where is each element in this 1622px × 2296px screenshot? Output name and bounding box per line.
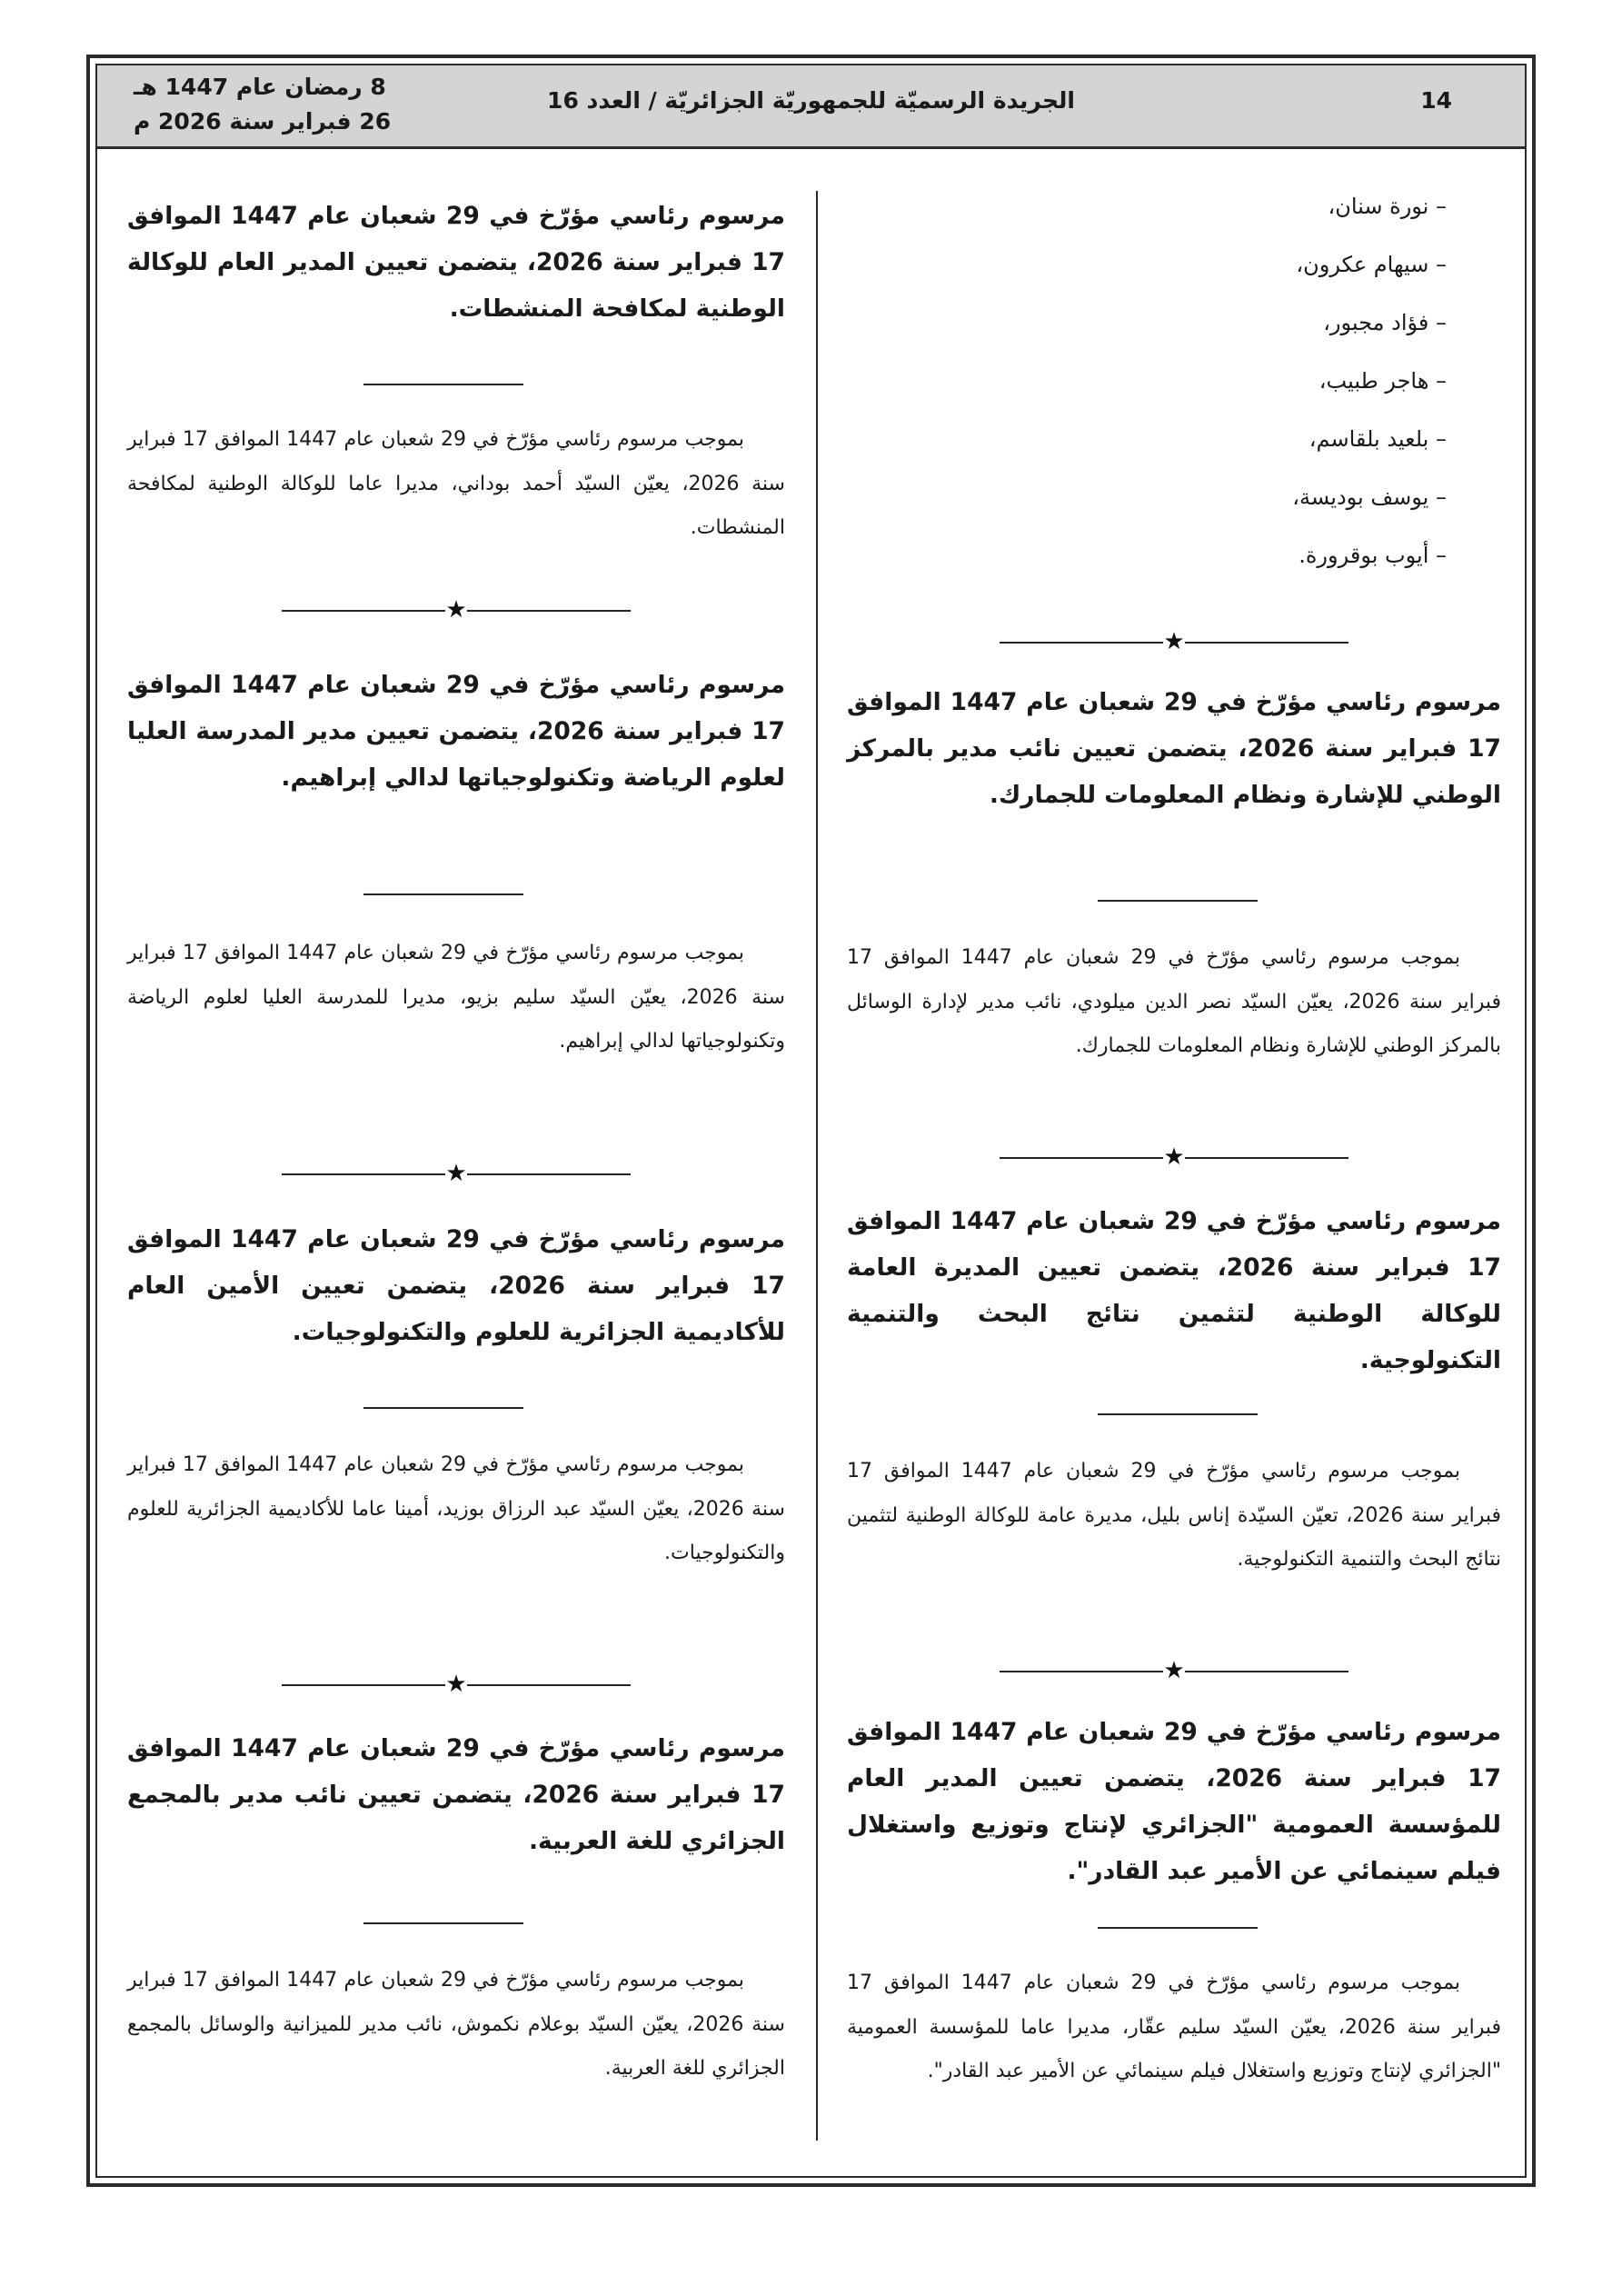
decree-title: مرسوم رئاسي مؤرّخ في 29 شعبان عام 1447 الموافق 17 فبراير سنة 2026، يتضمن تعيين نائب مدير بالمركز الوطني للإشارة ونظام المعلومات للجمارك.	[847, 688, 1501, 809]
decree-title: مرسوم رئاسي مؤرّخ في 29 شعبان عام 1447 الموافق 17 فبراير سنة 2026، يتضمن تعيين المدير العام للمؤسسة العمومية "الجزائري لإنتاج وتوزيع واستغلال فيلم سينمائي عن الأمير عبد القادر".	[847, 1718, 1501, 1885]
title-rule	[363, 384, 523, 385]
list-item: – بلعيد بلقاسم،	[1309, 426, 1447, 452]
column-divider	[816, 191, 818, 2141]
star-separator: ★	[282, 1674, 631, 1696]
title-rule	[363, 1922, 523, 1924]
list-item: – سيهام عكرون،	[1296, 252, 1447, 277]
decree-body: بموجب مرسوم رئاسي مؤرّخ في 29 شعبان عام 1447 الموافق 17 فبراير سنة 2026، يعيّن السيّد عبد الرزاق بوزيد، أمينا عاما للأكاديمية الجزائرية للعلوم والتكنولوجيات.	[127, 1453, 785, 1564]
decree-body: بموجب مرسوم رئاسي مؤرّخ في 29 شعبان عام 1447 الموافق 17 فبراير سنة 2026، يعيّن السيّد أحمد بوداني، مديرا عاما للوكالة الوطنية لمكافحة المنشطات.	[127, 428, 785, 539]
star-separator: ★	[1000, 1661, 1348, 1682]
list-item: – يوسف بوديسة،	[1292, 484, 1447, 510]
decree-title: مرسوم رئاسي مؤرّخ في 29 شعبان عام 1447 الموافق 17 فبراير سنة 2026، يتضمن تعيين المديرة العامة للوكالة الوطنية لتثمين نتائج البحث والتنمية التكنولوجية.	[847, 1207, 1501, 1374]
list-item: – هاجر طبيب،	[1318, 368, 1447, 394]
title-rule	[1098, 900, 1258, 902]
decree-title: مرسوم رئاسي مؤرّخ في 29 شعبان عام 1447 الموافق 17 فبراير سنة 2026، يتضمن تعيين المدير العام للوكالة الوطنية لمكافحة المنشطات.	[127, 202, 785, 323]
list-item: – نورة سنان،	[1328, 194, 1447, 219]
list-item: – فؤاد مجبور،	[1323, 310, 1447, 335]
gregorian-date: 26 فبراير سنة 2026 م	[134, 108, 392, 135]
journal-header	[97, 65, 1525, 149]
decree-body: بموجب مرسوم رئاسي مؤرّخ في 29 شعبان عام 1447 الموافق 17 فبراير سنة 2026، يعيّن السيّد بوعلام نكموش، نائب مدير للميزانية والوسائل بالمجمع الجزائري للغة العربية.	[127, 1969, 785, 2080]
star-separator: ★	[282, 1163, 631, 1185]
hijri-date: 8 رمضان عام 1447 هـ	[134, 74, 386, 100]
page-number: 14	[1420, 87, 1452, 114]
decree-body: بموجب مرسوم رئاسي مؤرّخ في 29 شعبان عام 1447 الموافق 17 فبراير سنة 2026، تعيّن السيّدة إناس بليل، مديرة عامة للوكالة الوطنية لتثمين نتائج البحث والتنمية التكنولوجية.	[847, 1460, 1501, 1571]
appointees-list	[847, 191, 1501, 598]
star-separator: ★	[1000, 632, 1348, 654]
decree-title: مرسوم رئاسي مؤرّخ في 29 شعبان عام 1447 الموافق 17 فبراير سنة 2026، يتضمن تعيين الأمين العام للأكاديمية الجزائرية للعلوم والتكنولوجيات.	[127, 1225, 785, 1346]
title-rule	[1098, 1927, 1258, 1929]
journal-title: الجريدة الرسميّة للجمهوريّة الجزائريّة / العدد 16	[547, 87, 1075, 114]
star-separator: ★	[282, 600, 631, 622]
title-rule	[363, 1407, 523, 1409]
list-item: – أيوب بوقرورة.	[1299, 543, 1447, 568]
decree-title: مرسوم رئاسي مؤرّخ في 29 شعبان عام 1447 الموافق 17 فبراير سنة 2026، يتضمن تعيين مدير المدرسة العليا لعلوم الرياضة وتكنولوجياتها لدالي إبراهيم.	[127, 671, 785, 792]
star-separator: ★	[1000, 1147, 1348, 1169]
decree-title: مرسوم رئاسي مؤرّخ في 29 شعبان عام 1447 الموافق 17 فبراير سنة 2026، يتضمن تعيين نائب مدير بالمجمع الجزائري للغة العربية.	[127, 1734, 785, 1855]
decree-body: بموجب مرسوم رئاسي مؤرّخ في 29 شعبان عام 1447 الموافق 17 فبراير سنة 2026، يعيّن السيّد نصر الدين ميلودي، نائب مدير لإدارة الوسائل بالمركز الوطني للإشارة ونظام المعلومات للجمارك.	[847, 946, 1501, 1057]
decree-body: بموجب مرسوم رئاسي مؤرّخ في 29 شعبان عام 1447 الموافق 17 فبراير سنة 2026، يعيّن السيّد سليم بزيو، مديرا للمدرسة العليا لعلوم الرياضة وتكنولوجياتها لدالي إبراهيم.	[127, 942, 785, 1053]
title-rule	[363, 893, 523, 895]
title-rule	[1098, 1413, 1258, 1415]
decree-body: بموجب مرسوم رئاسي مؤرّخ في 29 شعبان عام 1447 الموافق 17 فبراير سنة 2026، يعيّن السيّد سليم عقّار، مديرا عاما للمؤسسة العمومية "الجزائري لإنتاج وتوزيع واستغلال فيلم سينمائي عن الأمير عبد القادر".	[847, 1972, 1501, 2082]
